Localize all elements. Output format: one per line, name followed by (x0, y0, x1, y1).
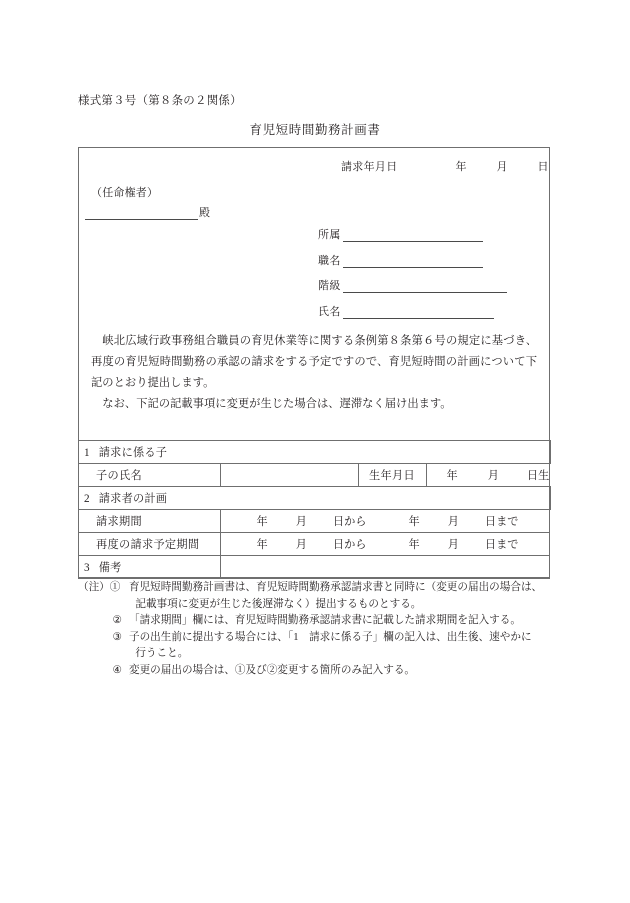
request-period-start-year: 年 (256, 516, 268, 528)
next-period-end-year: 年 (408, 539, 420, 551)
birth-month-unit: 月 (487, 470, 499, 482)
footnote-4 (78, 663, 556, 680)
form-number: 様式第３号（第８条の２関係） (78, 95, 242, 107)
body-text (91, 331, 537, 415)
section1-number: 1 (84, 447, 90, 459)
appointer-label: （任命権者） (91, 187, 159, 199)
body-paragraph-1: 峡北広域行政事務組合職員の育児休業等に関する条例第８条第６号の規定に基づき、再度の育児短時間勤務の承認の請求をする予定ですので、育児短時間の計画について下記のとおり提出します。 (91, 335, 537, 389)
next-period-end-day: 日まで (484, 539, 519, 551)
request-period-end-month: 月 (447, 516, 459, 528)
footnote-3-line1: 子の出生前に提出する場合には、「1 請求に係る子」欄の記入は、出生後、速やかに (129, 631, 532, 643)
body-paragraph-2: なお、下記の記載事項に変更が生じた場合は、遅滞なく届け出ます。 (102, 398, 452, 410)
next-period-start-day: 日から (332, 539, 367, 551)
footnote-4-text: 変更の届出の場合は、①及び②変更する箇所のみ記入する。 (129, 664, 416, 676)
affiliation-input[interactable] (343, 229, 483, 242)
appointer-name-line (85, 204, 210, 220)
birth-date-value[interactable] (426, 464, 550, 487)
footnote-1-number: ① (109, 582, 121, 593)
request-date-month-unit: 月 (496, 161, 508, 173)
next-period-end-month: 月 (447, 539, 459, 551)
affiliation-field (318, 226, 507, 242)
request-period-end-day: 日まで (484, 516, 519, 528)
rank-label: 階級 (318, 280, 341, 292)
full-name-label: 氏名 (318, 305, 341, 318)
request-period-start-month: 月 (295, 516, 307, 528)
footnote-3-text (122, 630, 556, 663)
section1-header (78, 441, 550, 464)
notes-prefix: （注） (78, 582, 110, 593)
section2-title: 請求者の計画 (98, 493, 168, 505)
job-title-label: 職名 (318, 254, 341, 267)
section1-title: 請求に係る子 (98, 447, 168, 459)
table-row-section3 (78, 556, 550, 579)
footnote-2-text: 「請求期間」欄には、育児短時間勤務承認請求書に記載した請求期間を記入する。 (129, 615, 521, 626)
section3-header (78, 556, 220, 579)
job-title-field (318, 252, 507, 268)
rank-field (318, 277, 507, 293)
section3-title: 備考 (98, 562, 122, 574)
next-period-label: 再度の請求予定期間 (78, 533, 220, 556)
birth-year-unit: 年 (446, 470, 458, 482)
job-title-input[interactable] (343, 255, 483, 268)
request-period-label: 請求期間 (78, 510, 220, 533)
birth-date-label: 生年月日 (358, 464, 426, 487)
request-date-label: 請求年月日 (341, 161, 398, 173)
footnote-3-line2: 行うこと。 (135, 648, 189, 659)
request-date-day-unit: 日 (537, 161, 549, 173)
footnote-2-marker: ② (112, 615, 122, 626)
request-period-value[interactable] (220, 510, 550, 533)
footnote-4-marker: ④ (112, 664, 122, 676)
section2-header (78, 487, 550, 510)
section2-number: 2 (84, 493, 90, 505)
main-form-box (78, 147, 550, 578)
request-period-start-day: 日から (332, 516, 367, 528)
appointer-name-input[interactable] (85, 206, 198, 220)
child-name-label: 子の氏名 (78, 464, 220, 487)
birth-day-unit: 日生 (526, 470, 550, 482)
full-name-field (318, 303, 507, 319)
request-date-year-unit: 年 (455, 161, 467, 173)
section3-number: 3 (84, 562, 90, 574)
footnote-3 (78, 630, 556, 663)
table-row-section1 (78, 441, 550, 464)
full-name-input[interactable] (343, 306, 494, 319)
applicant-fields (318, 226, 507, 328)
table-row-child-name (78, 464, 550, 487)
next-period-value[interactable] (220, 533, 550, 556)
footnotes (78, 580, 556, 679)
document-title: 育児短時間勤務計画書 (249, 123, 381, 137)
footnote-1-text (122, 580, 556, 613)
plan-table (78, 440, 551, 579)
footnote-1-line2: 記載事項に変更が生じた後遅滞なく）提出するものとする。 (135, 598, 422, 610)
footnote-1-marker (78, 580, 122, 597)
remarks-value[interactable] (220, 556, 550, 579)
request-period-end-year: 年 (408, 516, 420, 528)
footnote-1-line1: 育児短時間勤務計画書は、育児短時間勤務承認請求書と同時に（変更の届出の場合は、 (129, 582, 543, 593)
table-row-next-period (78, 533, 550, 556)
rank-input[interactable] (343, 280, 507, 293)
table-row-request-period (78, 510, 550, 533)
footnote-2 (78, 613, 556, 630)
request-date-row (341, 158, 549, 174)
next-period-start-year: 年 (256, 539, 268, 551)
footnote-1 (78, 580, 556, 613)
honorific-label: 殿 (199, 207, 210, 219)
child-name-value[interactable] (220, 464, 358, 487)
table-row-section2 (78, 487, 550, 510)
next-period-start-month: 月 (295, 539, 307, 551)
affiliation-label: 所属 (318, 229, 341, 241)
footnote-3-marker: ③ (112, 631, 122, 643)
